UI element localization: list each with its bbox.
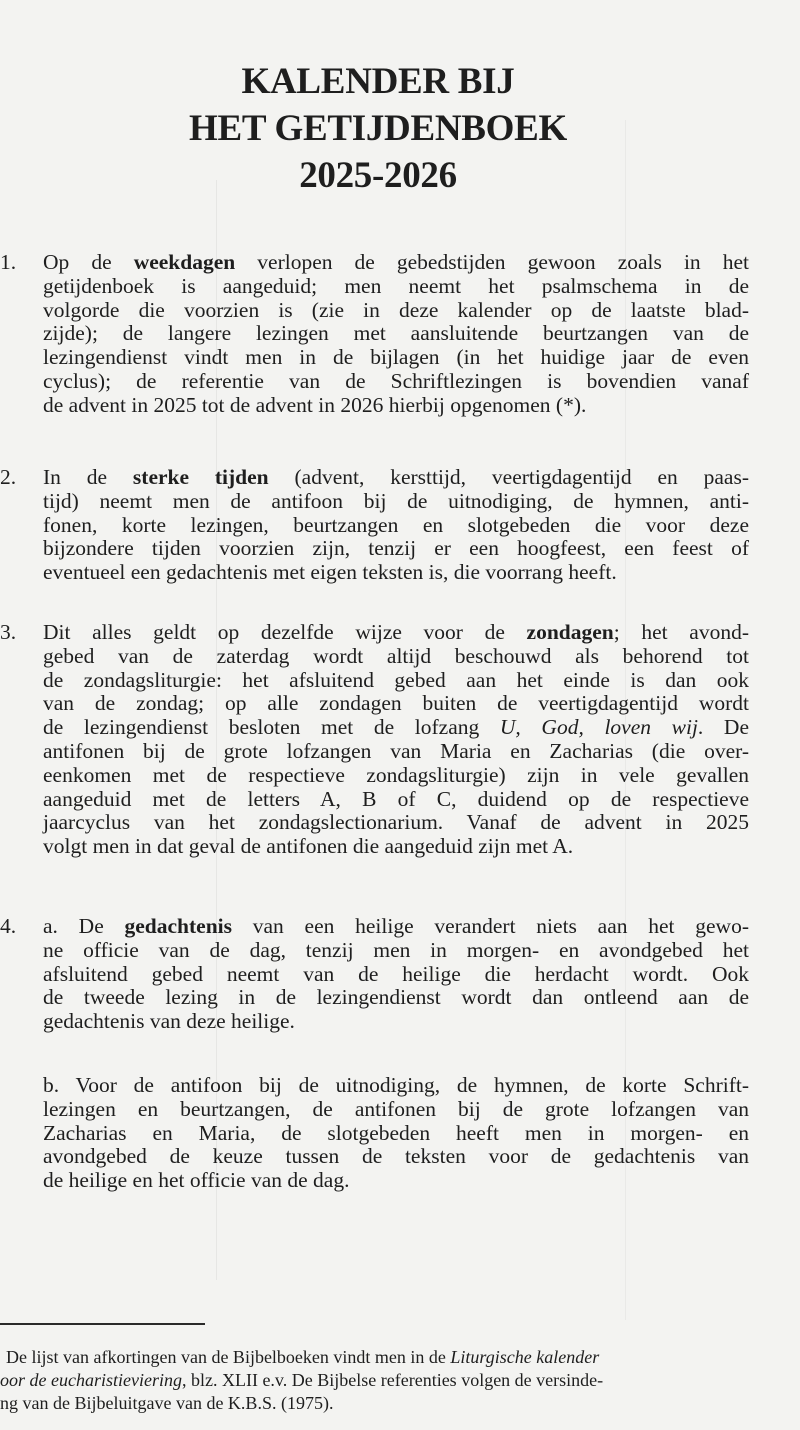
text-line bbox=[43, 740, 749, 764]
emphasis-bold: gedachtenis bbox=[124, 914, 232, 938]
text-line bbox=[0, 1392, 740, 1415]
text-line bbox=[43, 669, 749, 693]
text-line bbox=[43, 692, 749, 716]
text-run: antifonen bij de grote lofzangen van Maria en Zacharias (die over- bbox=[43, 738, 749, 763]
paragraph-number: 3. bbox=[0, 620, 17, 644]
emphasis-italic: U, God, loven wij bbox=[499, 715, 698, 740]
text-run: gedachtenis van deze heilige. bbox=[43, 1009, 295, 1034]
text-run: getijdenboek is aangeduid; men neemt het psalmschema in de bbox=[43, 273, 749, 298]
text-run: volgt men in dat geval de antifonen die aangeduid zijn met A. bbox=[43, 834, 574, 859]
text-line bbox=[43, 275, 749, 299]
text-run: verlopen de gebedstijden gewoon zoals in het bbox=[235, 250, 749, 274]
paragraph-body bbox=[43, 915, 749, 1034]
text-run: lezingendienst vindt men in de bijlagen (in het huidige jaar de even bbox=[43, 345, 749, 370]
text-line bbox=[43, 915, 749, 939]
text-line bbox=[43, 835, 749, 859]
text-run: cyclus); de referentie van de Schriftlezingen is bovendien vanaf bbox=[43, 368, 749, 393]
footnote-body bbox=[0, 1346, 740, 1415]
text-run: (advent, kersttijd, veertigdagentijd en paas- bbox=[268, 465, 749, 489]
text-run: eenkomen met de respectieve zondagsliturgie) zijn in vele gevallen bbox=[43, 762, 749, 787]
text-line bbox=[0, 1369, 740, 1392]
text-run: , blz. XLII e.v. De Bijbelse referenties volgen de versinde- bbox=[181, 1370, 604, 1390]
text-run: de lezingendienst besloten met de lofzang bbox=[43, 715, 500, 740]
text-run: fonen, korte lezingen, beurtzangen en slotgebeden die voor deze bbox=[43, 512, 749, 537]
text-line bbox=[43, 716, 749, 740]
text-line bbox=[43, 561, 749, 585]
footnote-divider bbox=[0, 1323, 205, 1325]
title-line-3: 2025-2026 bbox=[299, 155, 457, 196]
text-run: In de bbox=[43, 465, 133, 489]
emphasis-bold: weekdagen bbox=[133, 250, 236, 274]
text-line bbox=[43, 322, 749, 346]
page-title bbox=[0, 58, 756, 199]
text-run: ne officie van de dag, tenzij men in morgen- en avondgebed het bbox=[43, 937, 749, 962]
paragraph-number: 1. bbox=[0, 250, 17, 274]
text-run: ng van de Bijbeluitgave van de K.B.S. (1975). bbox=[0, 1393, 334, 1413]
text-run: ; het avond- bbox=[613, 620, 749, 644]
title-line-2: HET GETIJDENBOEK bbox=[189, 108, 567, 149]
text-line bbox=[43, 394, 749, 418]
text-run: afsluitend gebed neemt van de heilige die herdacht wordt. Ook bbox=[43, 961, 749, 986]
text-run: lezingen en beurtzangen, de antifonen bij de grote lofzangen van bbox=[43, 1096, 749, 1121]
text-line bbox=[43, 1074, 749, 1098]
text-line bbox=[43, 251, 749, 275]
text-run: a. De bbox=[43, 914, 125, 938]
text-line bbox=[43, 299, 749, 323]
text-line bbox=[43, 1145, 749, 1169]
text-line bbox=[43, 1098, 749, 1122]
text-line bbox=[43, 811, 749, 835]
paragraph-body bbox=[43, 466, 749, 585]
emphasis-italic: Liturgische kalender bbox=[450, 1347, 600, 1367]
text-run: Zacharias en Maria, de slotgebeden heeft men in morgen- en bbox=[43, 1120, 749, 1145]
emphasis-bold: zondagen bbox=[526, 620, 614, 644]
text-line bbox=[43, 939, 749, 963]
text-line bbox=[43, 514, 749, 538]
text-run: De lijst van afkortingen van de Bijbelboeken vindt men in de bbox=[6, 1347, 451, 1367]
text-run: volgorde die voorzien is (zie in deze kalender op de laatste blad- bbox=[43, 297, 749, 322]
text-line bbox=[43, 986, 749, 1010]
text-line bbox=[43, 346, 749, 370]
text-line bbox=[43, 764, 749, 788]
text-run: . De bbox=[697, 715, 749, 740]
text-run: Dit alles geldt op dezelfde wijze voor de bbox=[43, 620, 527, 644]
text-run: aangeduid met de letters A, B of C, duidend op de respectieve bbox=[43, 786, 749, 811]
text-line bbox=[43, 645, 749, 669]
text-line bbox=[43, 1122, 749, 1146]
emphasis-bold: sterke tijden bbox=[132, 465, 269, 489]
text-line bbox=[43, 370, 749, 394]
paragraph-body bbox=[43, 1074, 749, 1193]
text-run: de zondagsliturgie: het afsluitend gebed aan het einde is dan ook bbox=[43, 667, 749, 692]
text-run: van de zondag; op alle zondagen buiten de veertigdagentijd wordt bbox=[43, 691, 749, 716]
text-line bbox=[43, 1010, 749, 1034]
text-line bbox=[0, 1346, 740, 1369]
text-run: van een heilige verandert niets aan het gewo- bbox=[232, 914, 749, 938]
text-run: eventueel een gedachtenis met eigen teksten is, die voorrang heeft. bbox=[43, 560, 617, 585]
text-line bbox=[43, 788, 749, 812]
paragraph-body bbox=[43, 621, 749, 859]
text-run: de tweede lezing in de lezingendienst wordt dan ontleend aan de bbox=[43, 985, 749, 1010]
paragraph-number: 2. bbox=[0, 465, 17, 489]
text-run: avondgebed de keuze tussen de teksten voor de gedachtenis van bbox=[43, 1144, 749, 1169]
text-run: bijzondere tijden voorzien zijn, tenzij er een hoogfeest, een feest of bbox=[43, 536, 749, 561]
text-run: de heilige en het officie van de dag. bbox=[43, 1168, 350, 1193]
paragraph-body bbox=[43, 251, 749, 418]
paragraph-number: 4. bbox=[0, 914, 17, 938]
text-run: jaarcyclus van het zondagslectionarium. Vanaf de advent in 2025 bbox=[43, 810, 749, 835]
text-line bbox=[43, 466, 749, 490]
text-run: tijd) neemt men de antifoon bij de uitnodiging, de hymnen, anti- bbox=[43, 488, 749, 513]
text-run: de advent in 2025 tot de advent in 2026 hierbij opgenomen (*). bbox=[43, 392, 587, 417]
text-line bbox=[43, 490, 749, 514]
text-run: gebed van de zaterdag wordt altijd beschouwd als behorend tot bbox=[43, 643, 749, 668]
text-run: Op de bbox=[43, 250, 134, 274]
text-run: b. Voor de antifoon bij de uitnodiging, de hymnen, de korte Schrift- bbox=[43, 1073, 749, 1097]
text-line bbox=[43, 963, 749, 987]
text-line bbox=[43, 1169, 749, 1193]
text-line bbox=[43, 621, 749, 645]
title-line-1: KALENDER BIJ bbox=[241, 61, 515, 102]
text-run: zijde); de langere lezingen met aansluitende beurtzangen van de bbox=[43, 321, 749, 346]
emphasis-italic: oor de eucharistieviering bbox=[0, 1370, 182, 1390]
footnote bbox=[0, 1346, 740, 1415]
text-line bbox=[43, 537, 749, 561]
